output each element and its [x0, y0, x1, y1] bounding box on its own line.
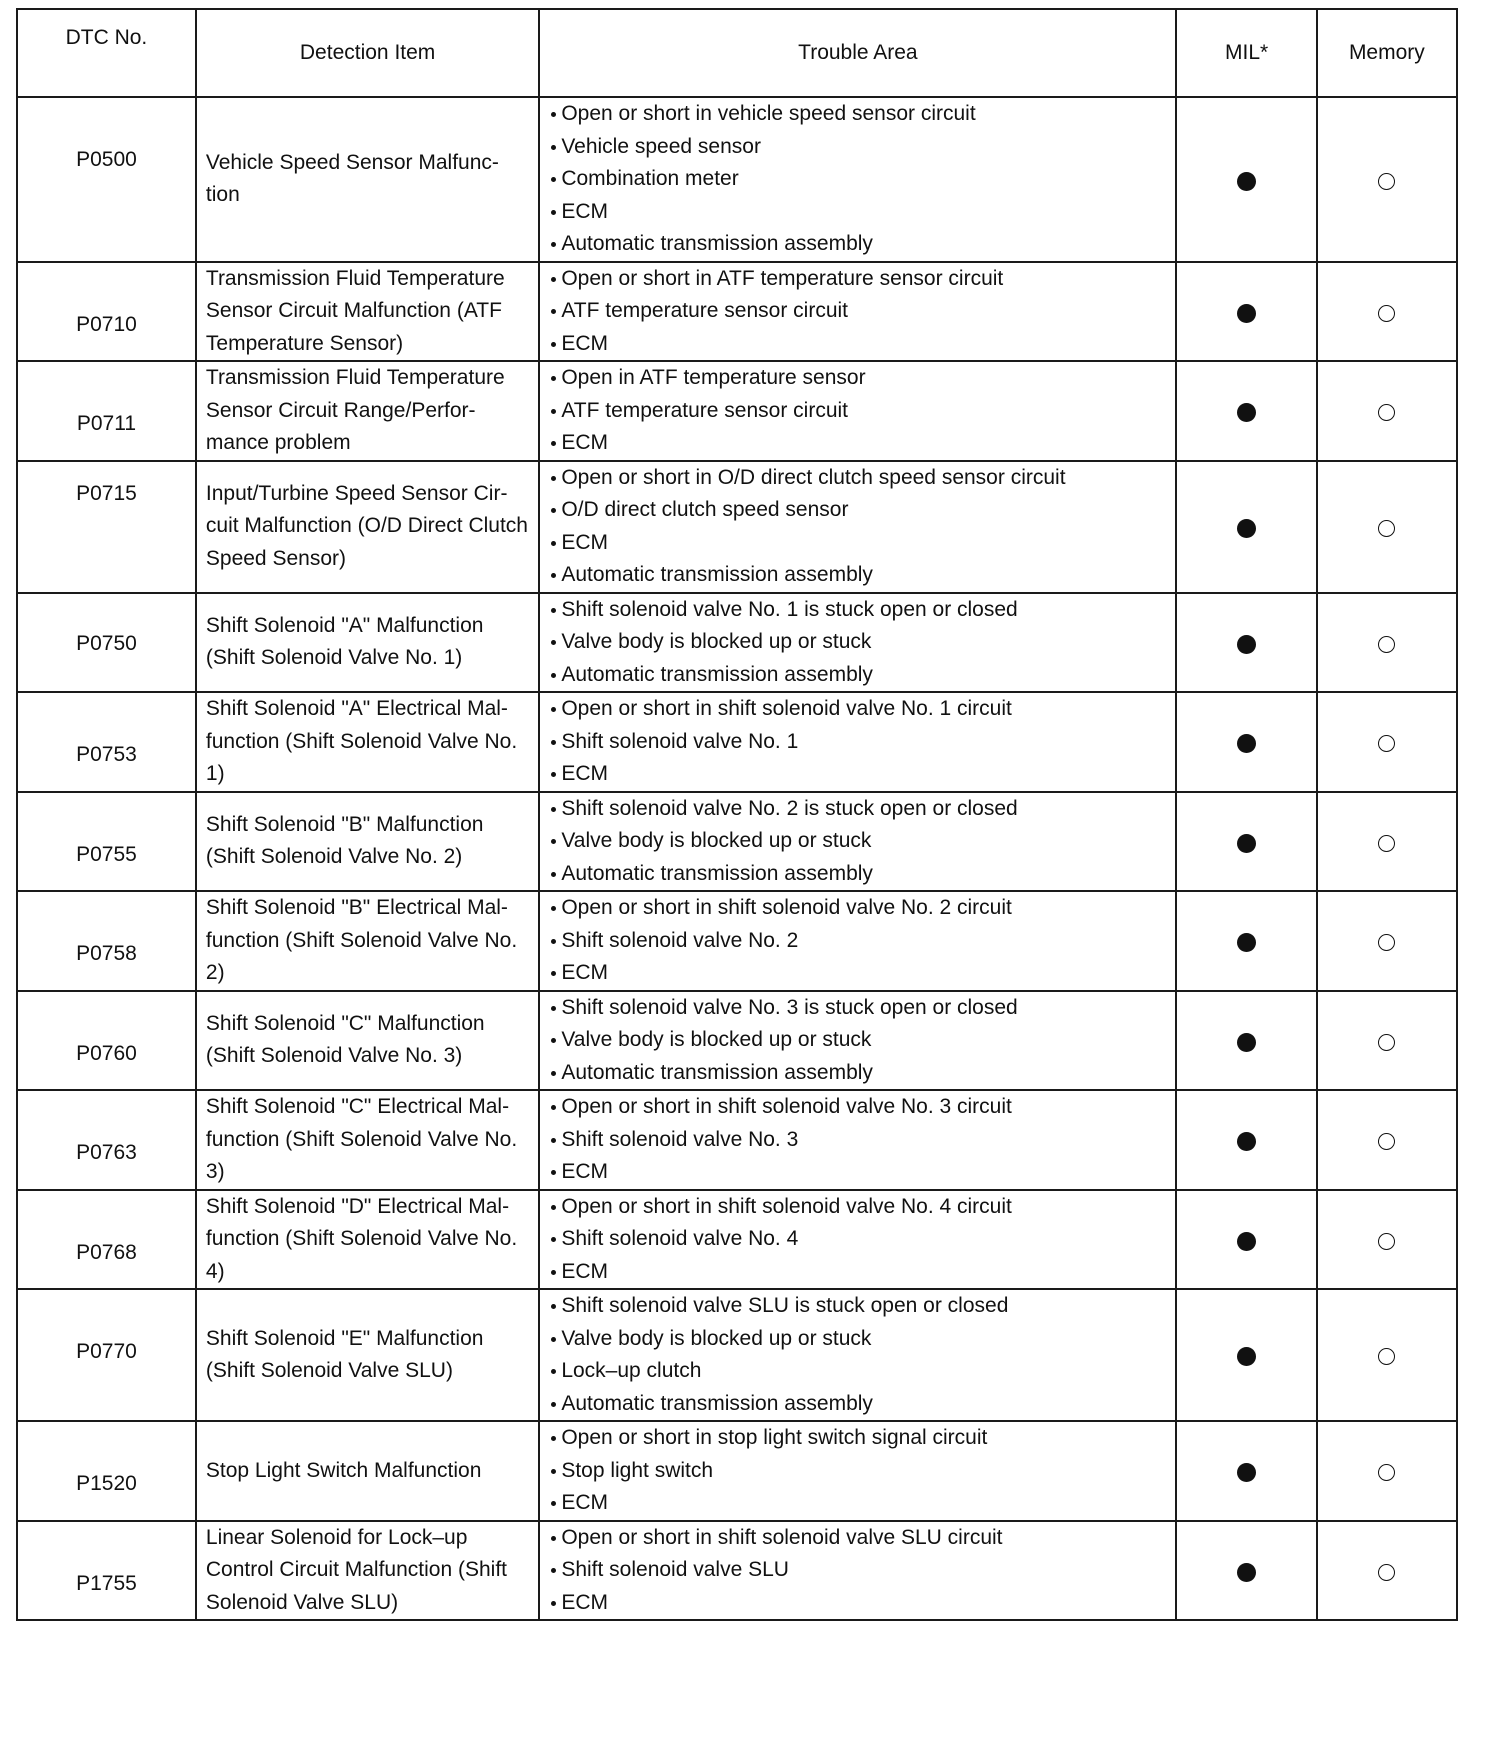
- open-circle-icon: [1378, 173, 1395, 190]
- detection-item: Shift Solenoid "D" Electrical Mal- function (Shift Solenoid Valve No. 4): [196, 1190, 539, 1290]
- detection-item: Linear Solenoid for Lock–up Control Circuit Malfunction (Shift Solenoid Valve SLU): [196, 1521, 539, 1621]
- detection-item: Transmission Fluid Temperature Sensor Circuit Range/Perfor- mance problem: [196, 361, 539, 461]
- trouble-area: [539, 262, 1176, 362]
- trouble-area: [539, 891, 1176, 991]
- mil-symbol: [1256, 510, 1257, 511]
- trouble-area-item: Automatic transmission assembly: [549, 659, 1175, 692]
- memory-cell: [1317, 1521, 1457, 1621]
- mil-symbol: [1256, 1024, 1257, 1025]
- memory-symbol: [1395, 1339, 1396, 1340]
- open-circle-icon: [1378, 520, 1395, 537]
- trouble-area-item: Open or short in vehicle speed sensor circuit: [549, 98, 1175, 131]
- memory-cell: [1317, 361, 1457, 461]
- trouble-area: [539, 461, 1176, 593]
- mil-symbol: [1256, 1124, 1257, 1125]
- trouble-area-item: ECM: [549, 1256, 1175, 1289]
- mil-cell: [1176, 1190, 1316, 1290]
- filled-circle-icon: [1237, 1463, 1256, 1482]
- mil-symbol: [1256, 395, 1257, 396]
- mil-symbol: [1256, 1455, 1257, 1456]
- table-row: [17, 97, 1457, 262]
- filled-circle-icon: [1237, 1347, 1256, 1366]
- detection-item: Shift Solenoid "C" Electrical Mal- function (Shift Solenoid Valve No. 3): [196, 1090, 539, 1190]
- table-row: [17, 792, 1457, 892]
- trouble-area-item: Stop light switch: [549, 1455, 1175, 1488]
- filled-circle-icon: [1237, 172, 1256, 191]
- dtc-code: P0760: [17, 991, 196, 1091]
- detection-item: Transmission Fluid Temperature Sensor Circuit Malfunction (ATF Temperature Sensor): [196, 262, 539, 362]
- memory-symbol: [1395, 395, 1396, 396]
- open-circle-icon: [1378, 835, 1395, 852]
- mil-cell: [1176, 1421, 1316, 1521]
- mil-symbol: [1256, 726, 1257, 727]
- trouble-area-list: [549, 594, 1175, 692]
- detection-item: Input/Turbine Speed Sensor Cir- cuit Malfunction (O/D Direct Clutch Speed Sensor): [196, 461, 539, 593]
- trouble-area-list: [549, 462, 1175, 592]
- filled-circle-icon: [1237, 734, 1256, 753]
- open-circle-icon: [1378, 1034, 1395, 1051]
- table-row: [17, 262, 1457, 362]
- filled-circle-icon: [1237, 1033, 1256, 1052]
- memory-cell: [1317, 1090, 1457, 1190]
- header-trouble-area: Trouble Area: [539, 9, 1176, 97]
- mil-cell: [1176, 1289, 1316, 1421]
- trouble-area-item: Open or short in stop light switch signal circuit: [549, 1422, 1175, 1455]
- trouble-area: [539, 97, 1176, 262]
- trouble-area: [539, 692, 1176, 792]
- trouble-area-list: [549, 1191, 1175, 1289]
- trouble-area-item: Shift solenoid valve No. 2: [549, 925, 1175, 958]
- mil-symbol: [1256, 295, 1257, 296]
- memory-cell: [1317, 792, 1457, 892]
- memory-symbol: [1395, 1124, 1396, 1125]
- trouble-area-item: ECM: [549, 527, 1175, 560]
- dtc-code: P0755: [17, 792, 196, 892]
- dtc-code: P0710: [17, 262, 196, 362]
- memory-cell: [1317, 262, 1457, 362]
- trouble-area-item: ECM: [549, 1587, 1175, 1620]
- mil-symbol: [1256, 825, 1257, 826]
- trouble-area-item: Shift solenoid valve No. 2 is stuck open or closed: [549, 793, 1175, 826]
- dtc-code: P0750: [17, 593, 196, 693]
- trouble-area-item: ECM: [549, 328, 1175, 361]
- header-mil: MIL*: [1176, 9, 1316, 97]
- trouble-area-item: Shift solenoid valve No. 3 is stuck open or closed: [549, 992, 1175, 1025]
- trouble-area-list: [549, 992, 1175, 1090]
- dtc-code: P0770: [17, 1289, 196, 1421]
- header-memory: Memory: [1317, 9, 1457, 97]
- trouble-area-item: Open or short in shift solenoid valve No. 3 circuit: [549, 1091, 1175, 1124]
- dtc-code: P0763: [17, 1090, 196, 1190]
- filled-circle-icon: [1237, 1563, 1256, 1582]
- memory-cell: [1317, 1289, 1457, 1421]
- table-row: [17, 361, 1457, 461]
- trouble-area-item: Open or short in shift solenoid valve No. 2 circuit: [549, 892, 1175, 925]
- trouble-area-item: ECM: [549, 957, 1175, 990]
- mil-symbol: [1256, 1554, 1257, 1555]
- mil-cell: [1176, 461, 1316, 593]
- trouble-area-list: [549, 362, 1175, 460]
- open-circle-icon: [1378, 1464, 1395, 1481]
- trouble-area-list: [549, 892, 1175, 990]
- mil-symbol: [1256, 1223, 1257, 1224]
- memory-symbol: [1395, 510, 1396, 511]
- detection-item: Shift Solenoid "B" Electrical Mal- function (Shift Solenoid Valve No. 2): [196, 891, 539, 991]
- mil-symbol: [1256, 1339, 1257, 1340]
- header-dtc-no: DTC No.: [17, 9, 196, 97]
- open-circle-icon: [1378, 1233, 1395, 1250]
- mil-cell: [1176, 361, 1316, 461]
- memory-cell: [1317, 1190, 1457, 1290]
- trouble-area-item: Shift solenoid valve No. 1: [549, 726, 1175, 759]
- mil-cell: [1176, 792, 1316, 892]
- trouble-area-list: [549, 693, 1175, 791]
- table-header-row: [17, 9, 1457, 97]
- open-circle-icon: [1378, 1348, 1395, 1365]
- detection-item: Shift Solenoid "E" Malfunction (Shift Solenoid Valve SLU): [196, 1289, 539, 1421]
- open-circle-icon: [1378, 934, 1395, 951]
- mil-symbol: [1256, 163, 1257, 164]
- detection-item: Shift Solenoid "C" Malfunction (Shift Solenoid Valve No. 3): [196, 991, 539, 1091]
- memory-cell: [1317, 692, 1457, 792]
- filled-circle-icon: [1237, 519, 1256, 538]
- trouble-area-item: Automatic transmission assembly: [549, 1388, 1175, 1421]
- trouble-area-item: ECM: [549, 1487, 1175, 1520]
- memory-symbol: [1395, 1223, 1396, 1224]
- trouble-area: [539, 593, 1176, 693]
- trouble-area-list: [549, 1422, 1175, 1520]
- trouble-area-item: ATF temperature sensor circuit: [549, 295, 1175, 328]
- trouble-area: [539, 792, 1176, 892]
- trouble-area-list: [549, 263, 1175, 361]
- trouble-area-item: Automatic transmission assembly: [549, 858, 1175, 891]
- trouble-area-item: O/D direct clutch speed sensor: [549, 494, 1175, 527]
- memory-symbol: [1395, 1554, 1396, 1555]
- trouble-area-item: Automatic transmission assembly: [549, 1057, 1175, 1090]
- mil-symbol: [1256, 925, 1257, 926]
- filled-circle-icon: [1237, 1232, 1256, 1251]
- trouble-area-item: Open or short in shift solenoid valve No. 1 circuit: [549, 693, 1175, 726]
- trouble-area-item: ATF temperature sensor circuit: [549, 395, 1175, 428]
- trouble-area-item: Open in ATF temperature sensor: [549, 362, 1175, 395]
- filled-circle-icon: [1237, 1132, 1256, 1151]
- trouble-area: [539, 1190, 1176, 1290]
- trouble-area: [539, 1521, 1176, 1621]
- mil-cell: [1176, 692, 1316, 792]
- trouble-area-item: Valve body is blocked up or stuck: [549, 626, 1175, 659]
- detection-item: Stop Light Switch Malfunction: [196, 1421, 539, 1521]
- trouble-area-item: Valve body is blocked up or stuck: [549, 825, 1175, 858]
- memory-symbol: [1395, 295, 1396, 296]
- trouble-area: [539, 1090, 1176, 1190]
- trouble-area-list: [549, 1290, 1175, 1420]
- mil-symbol: [1256, 626, 1257, 627]
- trouble-area-item: Shift solenoid valve SLU is stuck open or closed: [549, 1290, 1175, 1323]
- dtc-code: P0753: [17, 692, 196, 792]
- trouble-area-item: ECM: [549, 758, 1175, 791]
- trouble-area-item: Combination meter: [549, 163, 1175, 196]
- memory-cell: [1317, 991, 1457, 1091]
- memory-symbol: [1395, 726, 1396, 727]
- open-circle-icon: [1378, 1564, 1395, 1581]
- table-body: [17, 97, 1457, 1620]
- detection-item: Vehicle Speed Sensor Malfunc- tion: [196, 97, 539, 262]
- mil-cell: [1176, 97, 1316, 262]
- memory-symbol: [1395, 163, 1396, 164]
- dtc-code: P0711: [17, 361, 196, 461]
- detection-item: Shift Solenoid "B" Malfunction (Shift Solenoid Valve No. 2): [196, 792, 539, 892]
- mil-cell: [1176, 593, 1316, 693]
- trouble-area-list: [549, 98, 1175, 261]
- table-row: [17, 1090, 1457, 1190]
- trouble-area-item: Valve body is blocked up or stuck: [549, 1323, 1175, 1356]
- memory-cell: [1317, 1421, 1457, 1521]
- open-circle-icon: [1378, 1133, 1395, 1150]
- trouble-area-item: Open or short in shift solenoid valve SLU circuit: [549, 1522, 1175, 1555]
- trouble-area-item: Shift solenoid valve No. 4: [549, 1223, 1175, 1256]
- trouble-area-item: ECM: [549, 196, 1175, 229]
- dtc-code: P0715: [17, 461, 196, 593]
- mil-cell: [1176, 1521, 1316, 1621]
- dtc-code: P1755: [17, 1521, 196, 1621]
- table-row: [17, 692, 1457, 792]
- trouble-area-list: [549, 1091, 1175, 1189]
- trouble-area-item: Shift solenoid valve No. 1 is stuck open or closed: [549, 594, 1175, 627]
- trouble-area-item: Shift solenoid valve SLU: [549, 1554, 1175, 1587]
- trouble-area-item: Lock–up clutch: [549, 1355, 1175, 1388]
- trouble-area-item: Shift solenoid valve No. 3: [549, 1124, 1175, 1157]
- open-circle-icon: [1378, 404, 1395, 421]
- memory-cell: [1317, 593, 1457, 693]
- mil-cell: [1176, 891, 1316, 991]
- table-row: [17, 891, 1457, 991]
- filled-circle-icon: [1237, 635, 1256, 654]
- mil-cell: [1176, 262, 1316, 362]
- dtc-code: P0500: [17, 97, 196, 262]
- trouble-area: [539, 991, 1176, 1091]
- mil-cell: [1176, 1090, 1316, 1190]
- filled-circle-icon: [1237, 403, 1256, 422]
- memory-cell: [1317, 891, 1457, 991]
- dtc-code: P0758: [17, 891, 196, 991]
- trouble-area-item: Automatic transmission assembly: [549, 228, 1175, 261]
- table-row: [17, 1421, 1457, 1521]
- dtc-code: P1520: [17, 1421, 196, 1521]
- dtc-table: [16, 8, 1458, 1621]
- open-circle-icon: [1378, 636, 1395, 653]
- memory-symbol: [1395, 1024, 1396, 1025]
- open-circle-icon: [1378, 305, 1395, 322]
- trouble-area-item: ECM: [549, 427, 1175, 460]
- trouble-area: [539, 1421, 1176, 1521]
- trouble-area-item: Automatic transmission assembly: [549, 559, 1175, 592]
- trouble-area: [539, 361, 1176, 461]
- table-row: [17, 1289, 1457, 1421]
- table-row: [17, 1190, 1457, 1290]
- detection-item: Shift Solenoid "A" Malfunction (Shift Solenoid Valve No. 1): [196, 593, 539, 693]
- memory-symbol: [1395, 626, 1396, 627]
- trouble-area-item: Open or short in O/D direct clutch speed sensor circuit: [549, 462, 1175, 495]
- memory-cell: [1317, 461, 1457, 593]
- mil-cell: [1176, 991, 1316, 1091]
- table-row: [17, 1521, 1457, 1621]
- memory-cell: [1317, 97, 1457, 262]
- trouble-area-item: Valve body is blocked up or stuck: [549, 1024, 1175, 1057]
- memory-symbol: [1395, 1455, 1396, 1456]
- detection-item: Shift Solenoid "A" Electrical Mal- function (Shift Solenoid Valve No. 1): [196, 692, 539, 792]
- filled-circle-icon: [1237, 304, 1256, 323]
- trouble-area-item: Open or short in shift solenoid valve No. 4 circuit: [549, 1191, 1175, 1224]
- filled-circle-icon: [1237, 933, 1256, 952]
- table-row: [17, 991, 1457, 1091]
- trouble-area: [539, 1289, 1176, 1421]
- dtc-code: P0768: [17, 1190, 196, 1290]
- trouble-area-item: Vehicle speed sensor: [549, 131, 1175, 164]
- header-detection-item: Detection Item: [196, 9, 539, 97]
- filled-circle-icon: [1237, 834, 1256, 853]
- trouble-area-list: [549, 1522, 1175, 1620]
- memory-symbol: [1395, 925, 1396, 926]
- trouble-area-item: ECM: [549, 1156, 1175, 1189]
- open-circle-icon: [1378, 735, 1395, 752]
- memory-symbol: [1395, 825, 1396, 826]
- table-row: [17, 593, 1457, 693]
- trouble-area-item: Open or short in ATF temperature sensor circuit: [549, 263, 1175, 296]
- trouble-area-list: [549, 793, 1175, 891]
- table-row: [17, 461, 1457, 593]
